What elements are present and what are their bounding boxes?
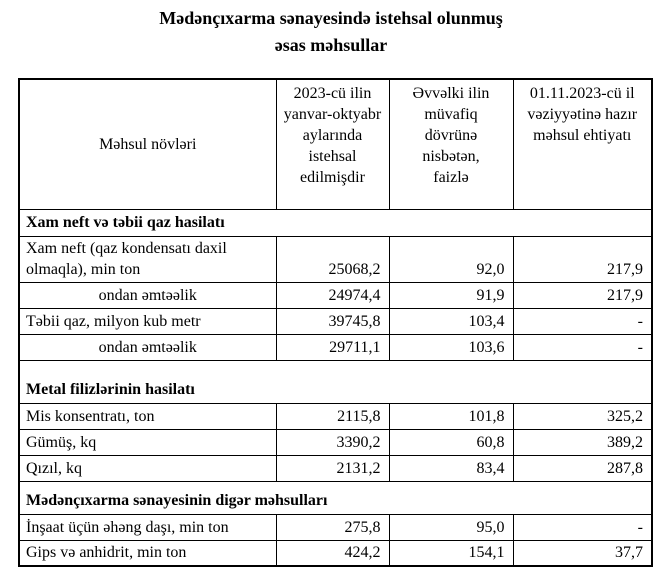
- products-table: [18, 78, 653, 567]
- col-header-percent-vs-prev-year: Əvvəlki ilin müvafiq dövrünə nisbətən, faizlə: [389, 79, 513, 209]
- product-name-cell: Qızıl, kq: [19, 455, 276, 481]
- value-cell: 2131,2: [276, 455, 389, 481]
- value-cell: 217,9: [513, 236, 652, 282]
- value-cell: 287,8: [513, 455, 652, 481]
- product-name-cell: ondan əmtəəlik: [19, 282, 276, 308]
- value-cell: 92,0: [389, 236, 513, 282]
- table-row: [19, 403, 652, 429]
- document-page: [0, 5, 662, 561]
- table-row: [19, 429, 652, 455]
- table-body: [19, 209, 652, 566]
- value-cell: -: [513, 514, 652, 540]
- section-label: Xam neft və təbii qaz hasilatı: [19, 209, 652, 236]
- product-name-cell: Xam neft (qaz kondensatı daxil olmaqla), min ton: [19, 236, 276, 282]
- product-name-cell: ondan əmtəəlik: [19, 334, 276, 360]
- value-cell: 95,0: [389, 514, 513, 540]
- section-label: Metal filizlərinin hasilatı: [19, 360, 652, 403]
- value-cell: 424,2: [276, 540, 389, 566]
- col-header-product-types: Məhsul növləri: [19, 79, 276, 209]
- value-cell: 103,4: [389, 308, 513, 334]
- page-title-line-1: Mədənçıxarma sənayesində istehsal olunmuş: [159, 8, 503, 28]
- value-cell: -: [513, 334, 652, 360]
- section-row: [19, 360, 652, 403]
- value-cell: 60,8: [389, 429, 513, 455]
- value-cell: 37,7: [513, 540, 652, 566]
- value-cell: 3390,2: [276, 429, 389, 455]
- value-cell: 24974,4: [276, 282, 389, 308]
- value-cell: 389,2: [513, 429, 652, 455]
- col-header-stock-on-date: 01.11.2023-cü il vəziyyətinə hazır məhsul ehtiyatı: [513, 79, 652, 209]
- value-cell: 25068,2: [276, 236, 389, 282]
- table-row: [19, 514, 652, 540]
- product-name-cell: Gips və anhidrit, min ton: [19, 540, 276, 566]
- section-row: [19, 209, 652, 236]
- value-cell: 154,1: [389, 540, 513, 566]
- product-name-cell: Gümüş, kq: [19, 429, 276, 455]
- table-row: [19, 236, 652, 282]
- value-cell: 101,8: [389, 403, 513, 429]
- product-name-cell: Təbii qaz, milyon kub metr: [19, 308, 276, 334]
- value-cell: 217,9: [513, 282, 652, 308]
- col-header-produced-2023: 2023-cü ilin yanvar-oktyabr aylarında istehsal edilmişdir: [276, 79, 389, 209]
- value-cell: 83,4: [389, 455, 513, 481]
- product-name-cell: İnşaat üçün əhəng daşı, min ton: [19, 514, 276, 540]
- value-cell: 91,9: [389, 282, 513, 308]
- value-cell: 29711,1: [276, 334, 389, 360]
- header-row: [19, 79, 652, 209]
- table-row: [19, 282, 652, 308]
- page-title: [0, 5, 662, 59]
- section-row: [19, 481, 652, 514]
- value-cell: 39745,8: [276, 308, 389, 334]
- section-label: Mədənçıxarma sənayesinin digər məhsulları: [19, 481, 652, 514]
- page-title-line-2: əsas məhsullar: [274, 35, 388, 55]
- value-cell: -: [513, 308, 652, 334]
- value-cell: 275,8: [276, 514, 389, 540]
- table-row: [19, 540, 652, 566]
- value-cell: 325,2: [513, 403, 652, 429]
- value-cell: 2115,8: [276, 403, 389, 429]
- product-name-cell: Mis konsentratı, ton: [19, 403, 276, 429]
- table-row: [19, 455, 652, 481]
- table-row: [19, 308, 652, 334]
- table-row: [19, 334, 652, 360]
- value-cell: 103,6: [389, 334, 513, 360]
- table-header: [19, 79, 652, 209]
